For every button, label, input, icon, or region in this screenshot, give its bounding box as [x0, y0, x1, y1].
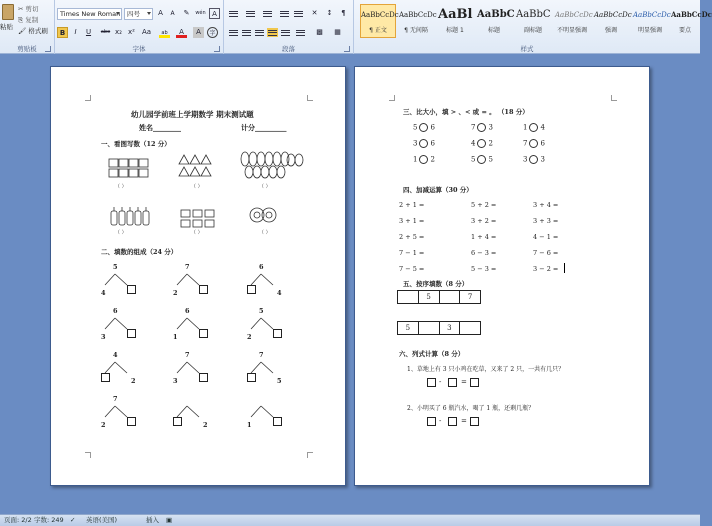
- equals-sign: =: [461, 417, 467, 425]
- style-sample: AaBbCcDc: [555, 11, 593, 19]
- section-2-heading: 二、填数的组成（24 分）: [101, 248, 178, 256]
- answer-box[interactable]: [247, 373, 256, 382]
- margin-mark: [85, 452, 91, 458]
- sequence-cell[interactable]: 5: [419, 291, 440, 303]
- enclose-char-label: 字: [209, 30, 216, 37]
- decomposition-item: [101, 263, 153, 303]
- right-number: 2: [488, 139, 493, 148]
- highlight-button[interactable]: [159, 27, 170, 38]
- answer-box[interactable]: [173, 417, 182, 426]
- clipboard-group-label: 剪贴板: [17, 45, 37, 53]
- clipboard-group: [0, 0, 55, 54]
- right-number: 6: [540, 139, 545, 148]
- italic-button[interactable]: I: [74, 28, 77, 36]
- font-group-label: 字体: [132, 45, 146, 53]
- decomposition-item: [247, 307, 299, 347]
- compare-item: [471, 139, 493, 148]
- left-part: 1: [173, 333, 178, 341]
- margin-mark: [307, 452, 313, 458]
- decomposition-item: [247, 351, 299, 391]
- left-part: 4: [101, 289, 106, 297]
- sequence-cell[interactable]: [419, 322, 440, 334]
- line-spacing-icon[interactable]: [295, 28, 306, 37]
- compare-circle[interactable]: [529, 139, 538, 148]
- section-4-heading: 四、加减运算（30 分）: [403, 186, 473, 194]
- style-name: 副标题: [523, 27, 542, 34]
- left-number: 7: [523, 139, 528, 148]
- answer-bracket: （ ）: [115, 184, 127, 190]
- ovals-picture-2: [239, 151, 299, 181]
- font-dialog-launcher[interactable]: [214, 46, 220, 52]
- whole-number: 7: [185, 351, 190, 359]
- text-cursor: [564, 263, 565, 273]
- show-marks-icon[interactable]: ¶: [341, 9, 346, 17]
- insert-mode[interactable]: 插入: [146, 516, 159, 524]
- copy-button[interactable]: ⎘ 复制: [18, 16, 39, 24]
- document-page-1[interactable]: [50, 66, 346, 486]
- ribbon: [0, 0, 712, 54]
- score-field: 计分_________: [241, 123, 287, 132]
- left-number: 5: [471, 155, 476, 164]
- language-indicator[interactable]: 英语(美国): [86, 516, 118, 524]
- page-count[interactable]: 页面: 2/2: [4, 516, 32, 524]
- compare-circle[interactable]: [529, 155, 538, 164]
- margin-mark: [85, 95, 91, 101]
- highlight-label: ab: [161, 30, 168, 36]
- font-color-label: A: [179, 28, 184, 36]
- whole-number: 6: [259, 263, 264, 271]
- section-5-heading: 五、按序填数（8 分）: [403, 280, 469, 288]
- left-number: 3: [523, 155, 528, 164]
- answer-box[interactable]: [448, 378, 457, 387]
- decomposition-item: [173, 263, 225, 303]
- whole-number: 7: [185, 263, 190, 271]
- compare-item: [471, 123, 493, 132]
- exam-title: 幼儿园学前班上学期数学 期末测试题: [131, 110, 254, 119]
- sort-icon[interactable]: ↕: [326, 9, 333, 17]
- style-sample: AaBbCcDc: [633, 11, 671, 19]
- right-part: 2: [203, 421, 208, 429]
- cut-button[interactable]: ✂ 剪切: [18, 5, 39, 13]
- whole-number: 7: [113, 395, 118, 403]
- arithmetic-item: 3 − 2 =: [533, 265, 559, 273]
- char-shading-button[interactable]: [193, 27, 204, 38]
- style-name: 强调: [604, 27, 617, 34]
- font-name-value: Times New Roman: [60, 10, 121, 18]
- sequence-cell[interactable]: [460, 322, 480, 334]
- section-1-heading: 一、看图写数（12 分）: [101, 140, 171, 148]
- align-left-icon[interactable]: [228, 28, 239, 37]
- style-emphasis[interactable]: [593, 4, 632, 38]
- right-number: 6: [430, 139, 435, 148]
- styles-group: [354, 0, 712, 54]
- bullets-icon[interactable]: [228, 9, 239, 18]
- style-name: ¶ 正文: [369, 27, 387, 34]
- compare-item: [413, 139, 435, 148]
- chinese-layout-icon[interactable]: ✕: [311, 9, 318, 17]
- increase-indent-icon[interactable]: [293, 9, 304, 18]
- candies-picture: [181, 210, 214, 227]
- paragraph-group: [224, 0, 354, 54]
- answer-bracket: （ ）: [191, 230, 203, 236]
- answer-bracket: （ ）: [191, 184, 203, 190]
- blocks-picture: [109, 159, 148, 177]
- align-center-icon[interactable]: [241, 28, 252, 37]
- section-3-heading: 三、比大小，填 > 、< 或 = 。 （18 分）: [403, 108, 529, 116]
- numbering-icon[interactable]: [245, 9, 256, 18]
- left-number: 3: [413, 139, 418, 148]
- subscript-button[interactable]: x₂: [115, 28, 122, 36]
- distribute-icon[interactable]: [280, 28, 291, 37]
- arithmetic-item: 2 + 5 =: [399, 233, 425, 241]
- right-number: 6: [430, 123, 435, 132]
- arithmetic-item: 7 − 5 =: [399, 265, 425, 273]
- arithmetic-item: 3 + 1 =: [399, 217, 425, 225]
- arithmetic-item: 5 − 3 =: [471, 265, 497, 273]
- styles-group-label: 样式: [520, 45, 534, 53]
- sequence-cell[interactable]: [440, 291, 461, 303]
- answer-box[interactable]: [199, 329, 208, 338]
- left-part: 3: [101, 333, 106, 341]
- decrease-indent-icon[interactable]: [279, 9, 290, 18]
- answer-bracket: （ ）: [115, 230, 127, 236]
- status-bar: [0, 514, 700, 526]
- document-page-2[interactable]: [354, 66, 650, 486]
- equals-sign: =: [461, 378, 467, 386]
- whole-number: 4: [113, 351, 118, 359]
- compare-circle[interactable]: [477, 139, 486, 148]
- arithmetic-item: 6 − 3 =: [471, 249, 497, 257]
- compare-item: [413, 123, 435, 132]
- left-number: 7: [471, 123, 476, 132]
- bottles-picture: [111, 207, 149, 225]
- whole-number: 5: [259, 307, 264, 315]
- right-number: 3: [488, 123, 493, 132]
- arithmetic-item: 7 − 1 =: [399, 249, 425, 257]
- style-subtitle[interactable]: [515, 4, 551, 38]
- borders-icon[interactable]: ▦: [334, 28, 341, 36]
- answer-box[interactable]: [199, 373, 208, 382]
- right-part: 5: [277, 377, 282, 385]
- answer-box[interactable]: [127, 417, 136, 426]
- sequence-cell[interactable]: 3: [440, 322, 461, 334]
- right-part: 4: [277, 289, 282, 297]
- answer-box[interactable]: [273, 417, 282, 426]
- whole-number: 5: [113, 263, 118, 271]
- right-number: 5: [488, 155, 493, 164]
- font-size-dropdown[interactable]: [124, 8, 153, 20]
- style-sample: AaBbCcDc: [399, 11, 437, 19]
- style-heading-1[interactable]: [437, 4, 473, 38]
- compare-circle[interactable]: [477, 123, 486, 132]
- strikethrough-button[interactable]: abe: [100, 29, 111, 35]
- decomposition-item: [101, 351, 153, 391]
- decomposition-item: [247, 263, 299, 303]
- style-name: 标题 1: [446, 27, 464, 34]
- style-name: 明显强调: [637, 27, 662, 34]
- answer-box[interactable]: [470, 378, 479, 387]
- right-number: 2: [430, 155, 435, 164]
- justify-icon[interactable]: [267, 28, 278, 37]
- chevron-down-icon: [147, 12, 151, 15]
- answer-box[interactable]: [127, 285, 136, 294]
- answer-box[interactable]: [427, 417, 436, 426]
- cut-label: 剪切: [25, 5, 39, 13]
- whole-number: 6: [185, 307, 190, 315]
- right-number: 4: [540, 123, 545, 132]
- answer-box[interactable]: [247, 285, 256, 294]
- style-subtle-emphasis[interactable]: [554, 4, 593, 38]
- decomposition-item: [101, 307, 153, 347]
- compare-circle[interactable]: [529, 123, 538, 132]
- macro-record-icon[interactable]: ▣: [166, 516, 173, 524]
- format-painter-button[interactable]: 🖌 格式刷: [18, 27, 48, 35]
- left-part: 1: [247, 421, 252, 429]
- compare-circle[interactable]: [477, 155, 486, 164]
- char-shading-label: A: [196, 28, 201, 36]
- style-sample: AaBbCcDc: [361, 11, 399, 19]
- answer-box[interactable]: [127, 329, 136, 338]
- arithmetic-item: 2 + 1 =: [399, 201, 425, 209]
- paragraph-dialog-launcher[interactable]: [344, 46, 350, 52]
- style-no-spacing[interactable]: [398, 4, 437, 38]
- name-field: 姓名________: [139, 123, 181, 132]
- decomposition-item: [101, 395, 153, 435]
- phonetic-guide-button[interactable]: wén: [195, 10, 206, 16]
- arithmetic-item: 7 − 6 =: [533, 249, 559, 257]
- bold-button[interactable]: B: [57, 27, 68, 38]
- arithmetic-item: 3 + 3 =: [533, 217, 559, 225]
- style-title[interactable]: [476, 4, 515, 38]
- font-size-value: 四号: [127, 10, 140, 18]
- spellcheck-icon[interactable]: ✓: [70, 516, 76, 524]
- left-number: 4: [471, 139, 476, 148]
- left-number: 5: [413, 123, 418, 132]
- style-name: ¶ 无间隔: [404, 27, 428, 34]
- minus-sign: -: [439, 417, 442, 425]
- margin-mark: [307, 95, 313, 101]
- style-name: 要点: [678, 27, 691, 34]
- multilevel-list-icon[interactable]: [262, 9, 273, 18]
- clear-format-button[interactable]: ✎: [183, 9, 190, 17]
- grow-font-button[interactable]: A: [158, 9, 163, 17]
- word-count[interactable]: 字数: 249: [34, 516, 64, 524]
- compare-item: [523, 155, 545, 164]
- compare-item: [413, 155, 435, 164]
- superscript-button[interactable]: x²: [128, 28, 135, 36]
- sequence-cell[interactable]: 7: [467, 293, 473, 301]
- section-6-heading: 六、列式计算（8 分）: [399, 350, 465, 358]
- left-part: 2: [247, 333, 252, 341]
- answer-box[interactable]: [470, 417, 479, 426]
- sequence-cell[interactable]: 5: [398, 322, 419, 334]
- font-color-button[interactable]: [176, 27, 187, 38]
- word-problem-1: 1、草地上有 3 只小鸡在吃草，又来了 2 只，一共有几只？: [407, 366, 565, 373]
- arithmetic-item: 3 + 2 =: [471, 217, 497, 225]
- style-intense-emphasis[interactable]: [632, 4, 671, 38]
- style-name: 标题: [487, 27, 500, 34]
- sequence-row-1: [397, 290, 481, 304]
- chevron-down-icon: [116, 12, 120, 15]
- clipboard-dialog-launcher[interactable]: [45, 46, 51, 52]
- style-sample: AaBl: [438, 7, 473, 22]
- decomposition-item: [173, 395, 225, 435]
- compare-circle[interactable]: [419, 155, 428, 164]
- arithmetic-item: 1 + 4 =: [471, 233, 497, 241]
- paste-button[interactable]: 粘贴: [0, 23, 13, 31]
- compare-item: [523, 139, 545, 148]
- change-case-button[interactable]: Aa: [141, 28, 152, 36]
- format-painter-label: 格式刷: [28, 27, 48, 35]
- compare-item: [523, 123, 545, 132]
- style-name: 不明显强调: [556, 27, 587, 34]
- margin-mark: [389, 95, 395, 101]
- left-number: 1: [413, 155, 418, 164]
- decomposition-item: [247, 395, 299, 435]
- answer-box[interactable]: [427, 378, 436, 387]
- compare-circle[interactable]: [419, 123, 428, 132]
- left-part: 2: [173, 289, 178, 297]
- compare-item: [471, 155, 493, 164]
- answer-box[interactable]: [101, 373, 110, 382]
- decomposition-item: [173, 351, 225, 391]
- shading-icon[interactable]: ▩: [316, 28, 323, 36]
- compare-circle[interactable]: [419, 139, 428, 148]
- arithmetic-item: 4 − 1 =: [533, 233, 559, 241]
- style-sample: AaBbCcDc: [671, 10, 712, 19]
- paste-icon[interactable]: [2, 4, 14, 20]
- font-name-dropdown[interactable]: [57, 8, 122, 20]
- copy-label: 复制: [25, 16, 39, 24]
- answer-box[interactable]: [199, 285, 208, 294]
- left-part: 3: [173, 377, 178, 385]
- style-sample: AaBbC: [516, 9, 551, 20]
- enclose-char-button[interactable]: [207, 27, 218, 38]
- paragraph-group-label: 段落: [282, 45, 295, 53]
- arithmetic-item: 5 + 2 =: [471, 201, 497, 209]
- style-normal[interactable]: [360, 4, 399, 38]
- answer-bracket: （ ）: [259, 230, 271, 236]
- style-sample: AaBbCcDc: [594, 11, 632, 19]
- circles-picture: [249, 204, 279, 226]
- triangles-picture: [179, 155, 211, 176]
- minus-sign: -: [439, 378, 442, 386]
- answer-bracket: （ ）: [259, 184, 271, 190]
- font-group: [55, 0, 224, 54]
- left-part: 2: [101, 421, 106, 429]
- right-number: 3: [540, 155, 545, 164]
- word-problem-2: 2、小明买了 6 瓶汽水，喝了 1 瓶，还剩几瓶？: [407, 405, 535, 412]
- margin-mark: [611, 95, 617, 101]
- char-border-button[interactable]: A: [209, 8, 220, 19]
- sequence-row-2: [397, 321, 481, 335]
- decomposition-item: [173, 307, 225, 347]
- arithmetic-item: 3 + 4 =: [533, 201, 559, 209]
- answer-box[interactable]: [273, 329, 282, 338]
- answer-box[interactable]: [448, 417, 457, 426]
- style-sample: AaBbC: [477, 9, 515, 20]
- whole-number: 7: [259, 351, 264, 359]
- align-right-icon[interactable]: [254, 28, 265, 37]
- shrink-font-button[interactable]: A: [170, 10, 175, 17]
- left-number: 1: [523, 123, 528, 132]
- underline-button[interactable]: U: [85, 28, 92, 36]
- whole-number: 6: [113, 307, 118, 315]
- right-part: 2: [131, 377, 136, 385]
- sequence-cell[interactable]: [398, 291, 419, 303]
- style-strong[interactable]: [670, 4, 712, 38]
